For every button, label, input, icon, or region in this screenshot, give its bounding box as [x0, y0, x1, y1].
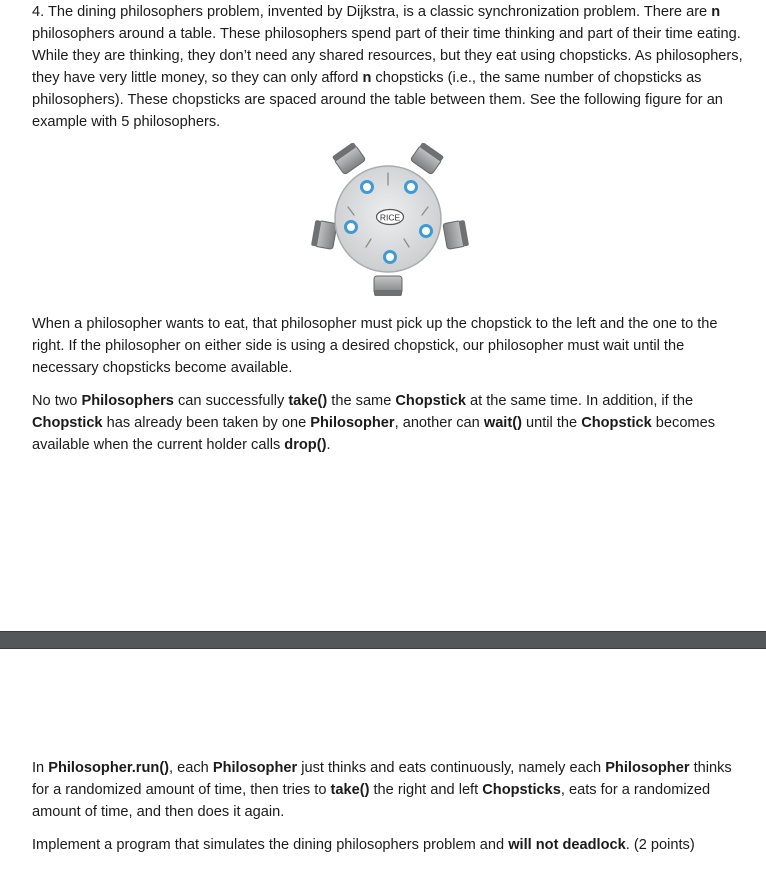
text-run: just thinks and eats continuously, namely each — [297, 760, 606, 776]
chair-left — [311, 220, 337, 249]
plate-4 — [421, 226, 432, 237]
text-run: becomes available when the current holder calls — [32, 415, 716, 453]
page-break-divider — [0, 631, 766, 649]
text-run: chopsticks (i.e., the same number of chopsticks as philosophers). These chopsticks are spaced around the table between them. See the following figure for an example with 5 philosophers. — [32, 70, 723, 130]
text-run: In — [32, 760, 49, 776]
dining-philosophers-figure — [308, 143, 478, 303]
bold-term: take() — [330, 782, 370, 798]
plate-1 — [362, 182, 373, 193]
bold-term: will not deadlock — [508, 837, 626, 853]
text-run: , eats for a randomized amount of time, and then does it again. — [32, 782, 711, 820]
round-table-diagram — [308, 143, 478, 303]
bold-term: Philosopher — [310, 415, 395, 431]
chair-right — [443, 220, 469, 249]
text-run: , another can — [394, 415, 484, 431]
text-run: until the — [521, 415, 582, 431]
bold-term: n — [711, 4, 721, 20]
task-paragraph — [32, 834, 748, 856]
text-run: 4. The dining philosophers problem, invented by Dijkstra, is a classic synchronization problem. There are — [32, 4, 712, 20]
text-run: , each — [169, 760, 213, 776]
bold-term: Chopsticks — [482, 782, 561, 798]
plate-3 — [346, 222, 357, 233]
plate-2 — [406, 182, 417, 193]
text-run: philosophers around a table. These philosophers spend part of their time thinking and part of their time eating. While they are thinking, they don’t need any shared resources, but they eat using chopsticks. As philosophers, they have very little money, so they can only afford — [32, 26, 743, 86]
bold-term: Philosopher.run() — [48, 760, 170, 776]
bold-term: wait() — [483, 415, 522, 431]
text-run: at the same time. In addition, if the — [465, 393, 694, 409]
bold-term: Philosopher — [605, 760, 690, 776]
text-run: has already been taken by one — [102, 415, 311, 431]
eat-rule-paragraph — [32, 313, 748, 379]
text-run: When a philosopher wants to eat, that philosopher must pick up the chopstick to the left and the one to the right. If the philosopher on either side is using a desired chopstick, our philosopher must wait until the necessary chopsticks become available. — [32, 316, 718, 376]
run-description-paragraph — [32, 757, 748, 823]
text-run: the right and left — [369, 782, 483, 798]
text-run: . — [326, 437, 331, 453]
text-run: . (2 points) — [625, 837, 695, 853]
bold-term: Philosophers — [81, 393, 174, 409]
plate-5 — [385, 252, 396, 263]
problem-intro-paragraph — [32, 1, 748, 133]
bold-term: take() — [288, 393, 328, 409]
text-run: Implement a program that simulates the dining philosophers problem and — [32, 837, 509, 853]
bold-term: Chopstick — [581, 415, 652, 431]
chair-top-right — [410, 143, 444, 175]
text-run: the same — [327, 393, 396, 409]
text-run: No two — [32, 393, 82, 409]
text-run: can successfully — [173, 393, 289, 409]
chair-bottom — [374, 276, 402, 296]
chair-top-left — [332, 143, 366, 175]
text-run: thinks for a randomized amount of time, then tries to — [32, 760, 732, 798]
bold-term: Chopstick — [32, 415, 103, 431]
bold-term: n — [362, 70, 372, 86]
bold-term: drop() — [284, 437, 327, 453]
bold-term: Chopstick — [395, 393, 466, 409]
rice-label: RICE — [379, 212, 401, 223]
class-rule-paragraph — [32, 390, 748, 456]
bold-term: Philosopher — [212, 760, 298, 776]
